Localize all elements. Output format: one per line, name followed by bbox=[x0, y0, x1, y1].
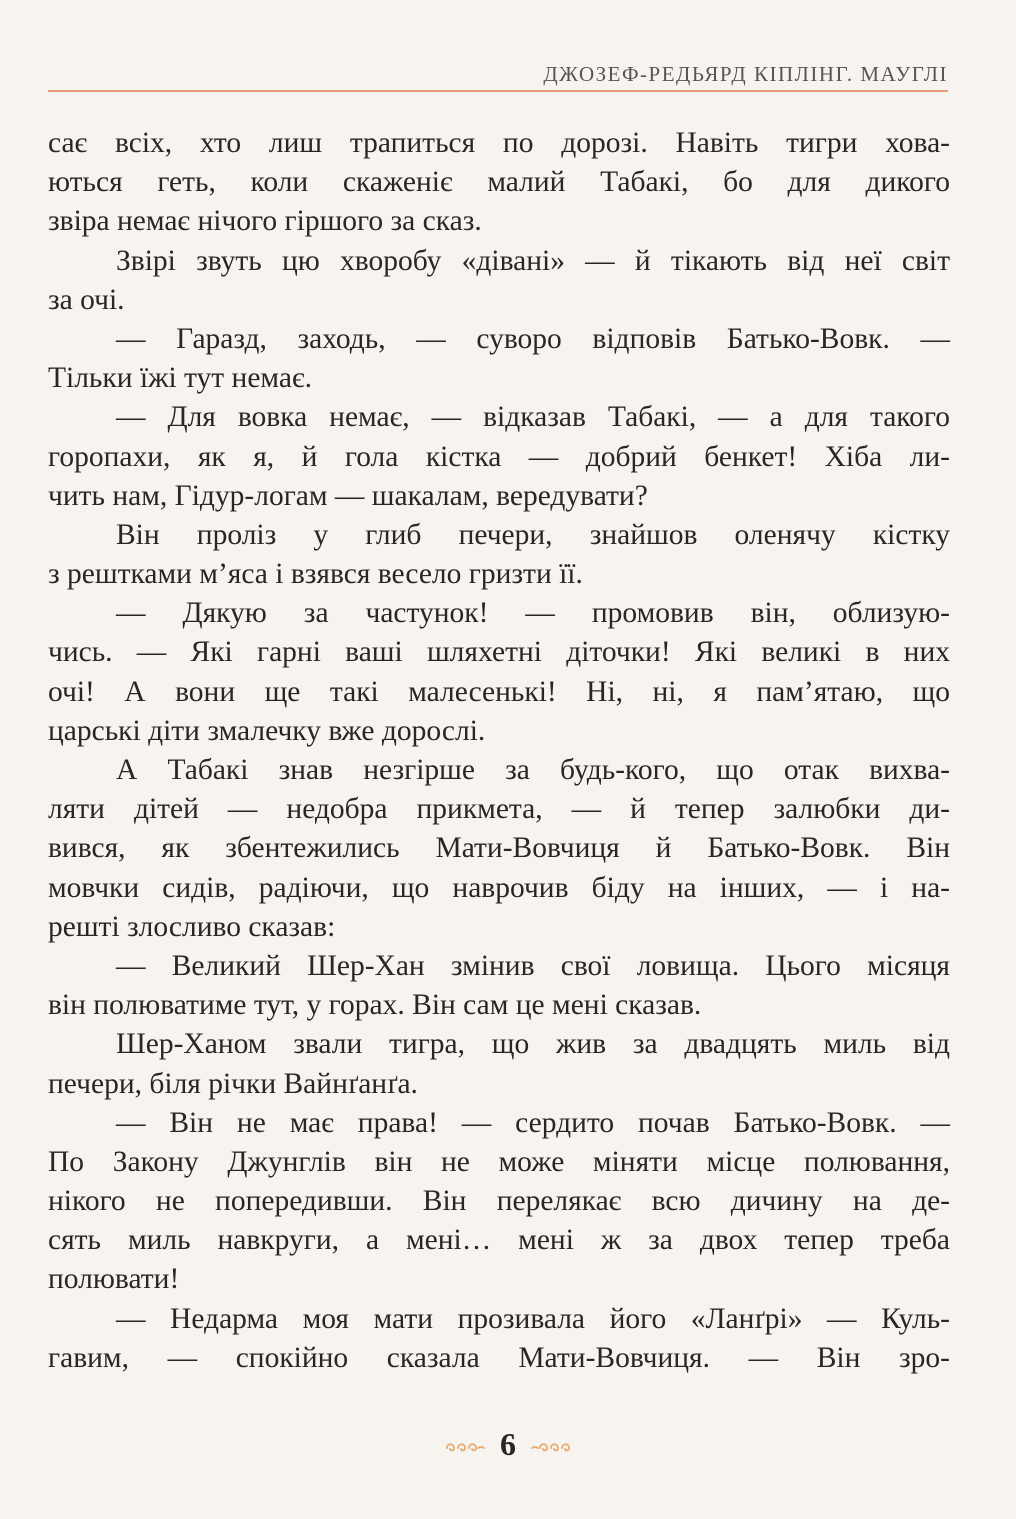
text-line: — Він не має права! — сердито почав Батько-Вовк. — bbox=[116, 1106, 950, 1139]
text-line: він полюватиме тут, у горах. Він сам це мені сказав. bbox=[48, 989, 702, 1022]
text-line: за очі. bbox=[48, 283, 125, 316]
text-line: чить нам, Гідур-логам — шакалам, вередувати? bbox=[48, 479, 648, 512]
text-line: — Гаразд, заходь, — суворо відповів Батько-Вовк. — bbox=[116, 322, 950, 355]
text-line: Шер-Ханом звали тигра, що жив за двадцять миль від bbox=[116, 1028, 950, 1061]
page-number: 6 bbox=[500, 1426, 516, 1462]
page-footer bbox=[0, 1426, 1016, 1463]
text-line: сять миль навкруги, а мені… мені ж за двох тепер треба bbox=[48, 1224, 950, 1257]
text-line: чись. — Які гарні ваші шляхетні діточки! Які великі в них bbox=[48, 636, 950, 669]
text-line: звіра немає нічого гіршого за сказ. bbox=[48, 205, 482, 238]
text-line: ляти дітей — недобра прикмета, — й тепер залюбки ди- bbox=[48, 793, 950, 826]
text-line: Звірі звуть цю хворобу «дівані» — й тікають від неї світ bbox=[116, 244, 950, 277]
running-header: ДЖОЗЕФ-РЕДЬЯРД КІПЛІНГ. МАУГЛІ bbox=[543, 62, 948, 86]
text-line: ються геть, коли скаженіє малий Табакі, бо для дикого bbox=[48, 166, 950, 199]
swirl-ornament-icon bbox=[444, 1436, 486, 1454]
text-line: — Для вовка немає, — відказав Табакі, — а для такого bbox=[116, 401, 950, 434]
text-line: очі! А вони ще такі малесенькі! Ні, ні, я пам’ятаю, що bbox=[48, 675, 950, 708]
body-text bbox=[48, 124, 950, 1378]
text-line: вився, як збентежились Мати-Вовчиця й Батько-Вовк. Він bbox=[48, 832, 950, 865]
text-line: — Дякую за частунок! — промовив він, облизую- bbox=[116, 597, 950, 630]
text-line: По Закону Джунглів він не може міняти місце полювання, bbox=[48, 1145, 950, 1178]
text-line: печери, біля річки Вайнґанґа. bbox=[48, 1067, 418, 1100]
text-line: гавим, — спокійно сказала Мати-Вовчиця. — Він зро- bbox=[48, 1341, 950, 1374]
text-line: — Недарма моя мати прозивала його «Ланґрі» — Куль- bbox=[116, 1302, 950, 1335]
text-line: нікого не попередивши. Він перелякає всю дичину на де- bbox=[48, 1185, 950, 1218]
text-line: сає всіх, хто лиш трапиться по дорозі. Навіть тигри хова- bbox=[48, 127, 950, 159]
header-divider bbox=[48, 90, 948, 92]
text-line: Тільки їжі тут немає. bbox=[48, 362, 313, 395]
text-line: царські діти змалечку вже дорослі. bbox=[48, 714, 486, 747]
text-line: — Великий Шер-Хан змінив свої ловища. Цього місяця bbox=[116, 949, 950, 982]
text-line: А Табакі знав незгірше за будь-кого, що отак вихва- bbox=[116, 754, 950, 786]
text-line: мовчки сидів, радіючи, що наврочив біду на інших, — і на- bbox=[48, 871, 950, 904]
text-line: Він проліз у глиб печери, знайшов оленячу кістку bbox=[116, 518, 950, 551]
text-line: з рештками м’яса і взявся весело гризти її. bbox=[48, 558, 583, 591]
swirl-ornament-icon bbox=[530, 1436, 572, 1454]
text-line: решті злосливо сказав: bbox=[48, 910, 336, 943]
text-line: горопахи, як я, й гола кістка — добрий бенкет! Хіба ли- bbox=[48, 440, 950, 473]
text-line: полювати! bbox=[48, 1263, 180, 1296]
